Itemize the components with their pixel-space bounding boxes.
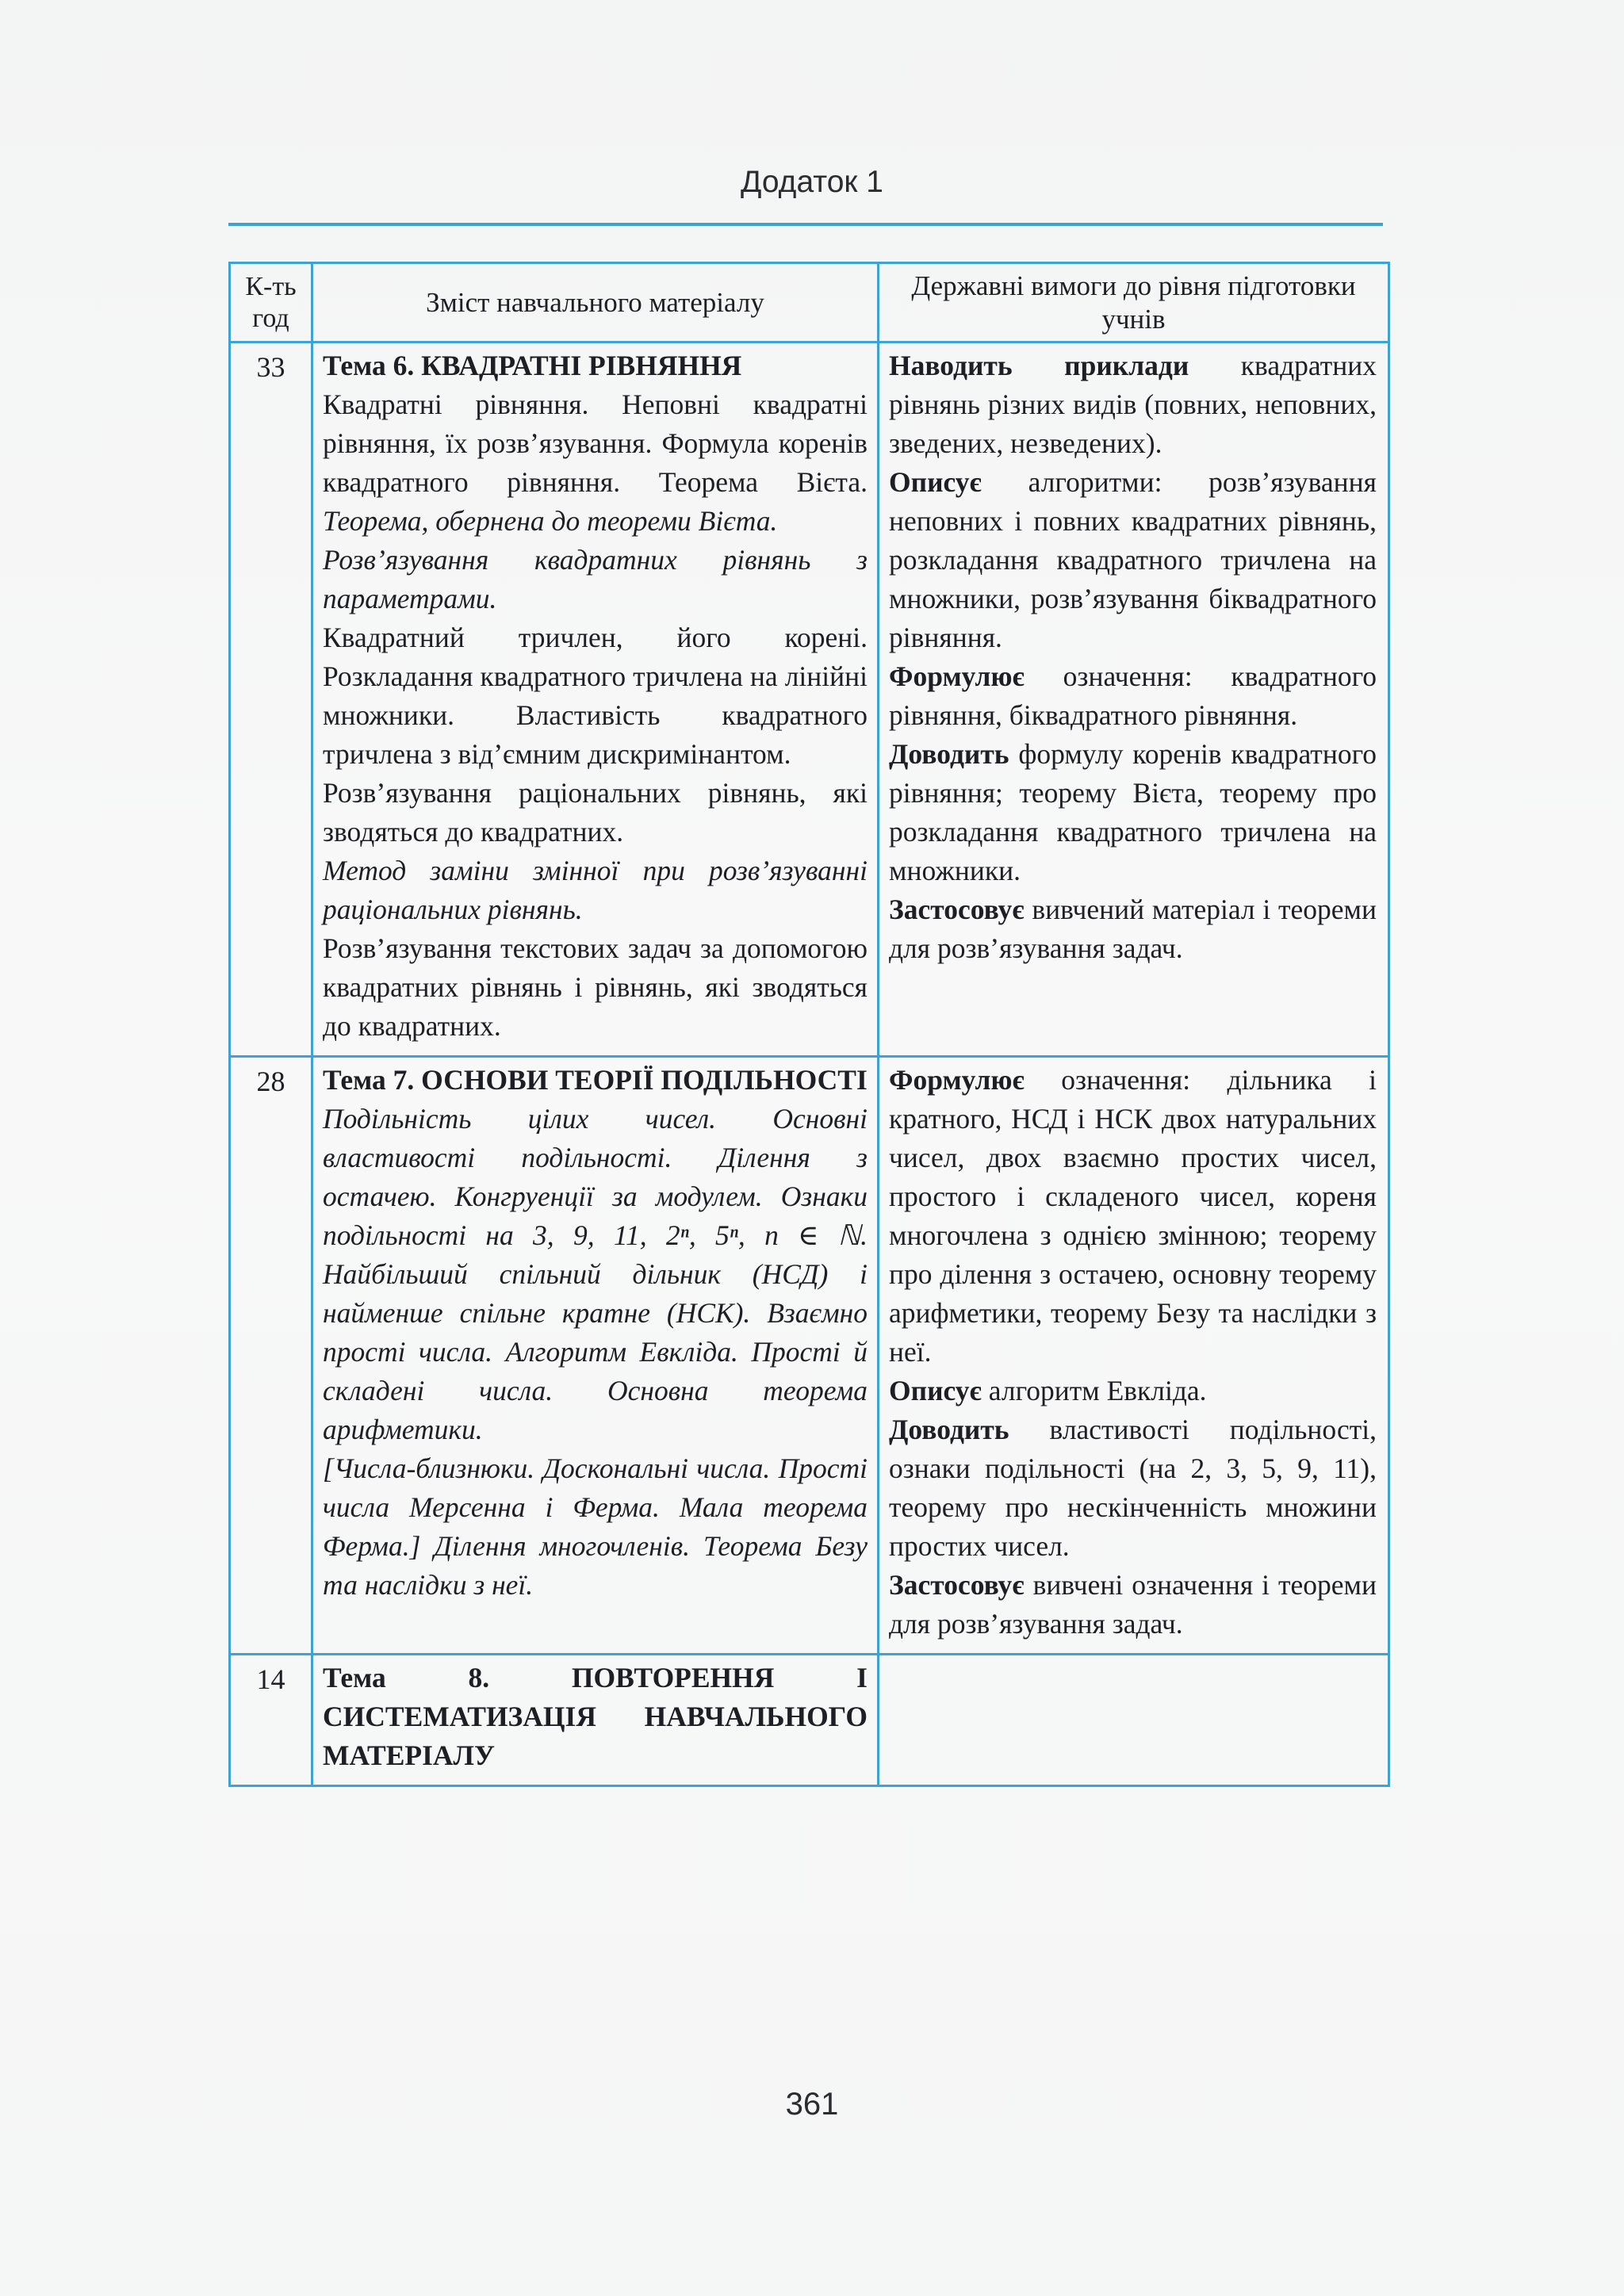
topic-title: Тема 7. ОСНОВИ ТЕОРІЇ ПОДІЛЬНОСТІ: [323, 1064, 868, 1096]
requirement-paragraph: [889, 735, 1377, 890]
requirement-text: означення: дільника і кратного, НСД і НСК двох натуральних чисел, двох взаємно простих чисел, простого і складеного чисел, кореня многочлена з однією змінною; теорему про ділення з остачею, основну теорему арифметики, теорему Безу та наслідки з неї.: [889, 1064, 1377, 1368]
hours-cell: 33: [230, 342, 312, 1057]
content-paragraph: [323, 851, 868, 929]
header-content: Зміст навчального матеріалу: [312, 263, 879, 342]
requirement-text: вивчені означення і теореми для розв’язування задач.: [889, 1569, 1377, 1640]
requirement-keyword: Доводить: [889, 1414, 1009, 1445]
content-text: Розв’язування текстових задач за допомогою квадратних рівнянь і рівнянь, які зводяться до квадратних.: [323, 932, 868, 1042]
content-paragraph: [323, 541, 868, 618]
table-header-row: [230, 263, 1389, 342]
content-paragraph: [323, 1449, 868, 1605]
content-italic-text: Подільність цілих чисел. Основні властивості подільності. Ділення з остачею. Конгруенції за модулем. Ознаки подільності на 3, 9, 11, 2ⁿ, 5ⁿ, n ∈ ℕ. Найбільший спільний дільник (НСД) і найменше спільне кратне (НСК). Взаємно прості числа. Алгоритм Евкліда. Прості й складені числа. Основна теорема арифметики.: [323, 1103, 868, 1445]
hours-cell: 14: [230, 1655, 312, 1786]
content-paragraph: [323, 774, 868, 851]
table-row: [230, 342, 1389, 1057]
content-paragraph: [323, 1100, 868, 1449]
requirement-text: означення: квадратного рівняння, біквадратного рівняння.: [889, 660, 1377, 731]
content-text: Квадратний тричлен, його корені. Розкладання квадратного тричлена на лінійні множники. Властивість квадратного тричлена з від’ємним дискримінантом.: [323, 622, 868, 770]
content-text: Квадратні рівняння. Неповні квадратні рівняння, їх розв’язування. Формула коренів квадратного рівняння. Теорема Вієта.: [323, 388, 868, 498]
requirement-keyword: Формулює: [889, 660, 1025, 692]
table-row: [230, 1057, 1389, 1655]
requirement-keyword: Застосовує: [889, 1569, 1025, 1601]
requirement-paragraph: [889, 1372, 1377, 1410]
requirement-paragraph: [889, 1566, 1377, 1644]
running-head: Додаток 1: [741, 165, 883, 199]
content-cell: [312, 1655, 879, 1786]
requirements-cell: [879, 1057, 1389, 1655]
requirement-keyword: Формулює: [889, 1064, 1025, 1096]
header-requirements: Державні вимоги до рівня підготовки учнів: [879, 263, 1389, 342]
content-text: Розв’язування раціональних рівнянь, які зводяться до квадратних.: [323, 777, 868, 848]
requirements-cell: [879, 1655, 1389, 1786]
content-italic-text: [Числа-близнюки. Доскональні числа. Прості числа Мерсенна і Ферма. Мала теорема Ферма.] Ділення многочленів. Теорема Безу та наслідки з неї.: [323, 1452, 868, 1601]
requirement-keyword: Описує: [889, 466, 982, 498]
requirement-text: алгоритм Евкліда.: [981, 1375, 1207, 1406]
requirement-paragraph: [889, 890, 1377, 968]
content-italic-text: Метод заміни змінної при розв’язуванні раціональних рівнянь.: [323, 855, 868, 925]
page-number: 361: [785, 2087, 839, 2122]
topic-title: Тема 6. КВАДРАТНІ РІВНЯННЯ: [323, 350, 742, 381]
requirement-text: квадратних рівнянь різних видів (повних, неповних, зведених, незведених).: [889, 350, 1377, 459]
requirement-keyword: Наводить приклади: [889, 350, 1189, 381]
header-rule: [228, 223, 1383, 226]
requirement-keyword: Застосовує: [889, 894, 1025, 925]
requirement-text: вивчений матеріал і теореми для розв’язування задач.: [889, 894, 1377, 964]
requirement-text: властивості подільності, ознаки подільності (на 2, 3, 5, 9, 11), теорему про нескінченність множини простих чисел.: [889, 1414, 1377, 1562]
requirement-paragraph: [889, 657, 1377, 735]
topic-title: Тема 8. ПОВТОРЕННЯ І СИСТЕМАТИЗАЦІЯ НАВЧАЛЬНОГО МАТЕРІАЛУ: [323, 1662, 868, 1771]
requirement-paragraph: [889, 1410, 1377, 1566]
content-paragraph: [323, 929, 868, 1046]
content-italic-text: Розв’язування квадратних рівнянь з параметрами.: [323, 544, 868, 614]
requirements-cell: [879, 342, 1389, 1057]
content-paragraph: [323, 385, 868, 541]
header-hours: К-ть год: [230, 263, 312, 342]
requirement-paragraph: [889, 1061, 1377, 1372]
content-italic-text: Теорема, обернена до теореми Вієта.: [323, 505, 778, 537]
requirement-keyword: Описує: [889, 1375, 982, 1406]
content-cell: [312, 342, 879, 1057]
content-paragraph: [323, 618, 868, 774]
content-cell: [312, 1057, 879, 1655]
requirement-text: формулу коренів квадратного рівняння; теорему Вієта, теорему про розкладання квадратного тричлена на множники.: [889, 738, 1377, 886]
requirement-paragraph: [889, 463, 1377, 657]
hours-cell: 28: [230, 1057, 312, 1655]
requirement-text: алгоритми: розв’язування неповних і повних квадратних рівнянь, розкладання квадратного тричлена на множники, розв’язування біквадратного рівняння.: [889, 466, 1377, 653]
curriculum-table: [228, 262, 1390, 1787]
table-row: [230, 1655, 1389, 1786]
requirement-paragraph: [889, 346, 1377, 463]
requirement-keyword: Доводить: [889, 738, 1009, 770]
